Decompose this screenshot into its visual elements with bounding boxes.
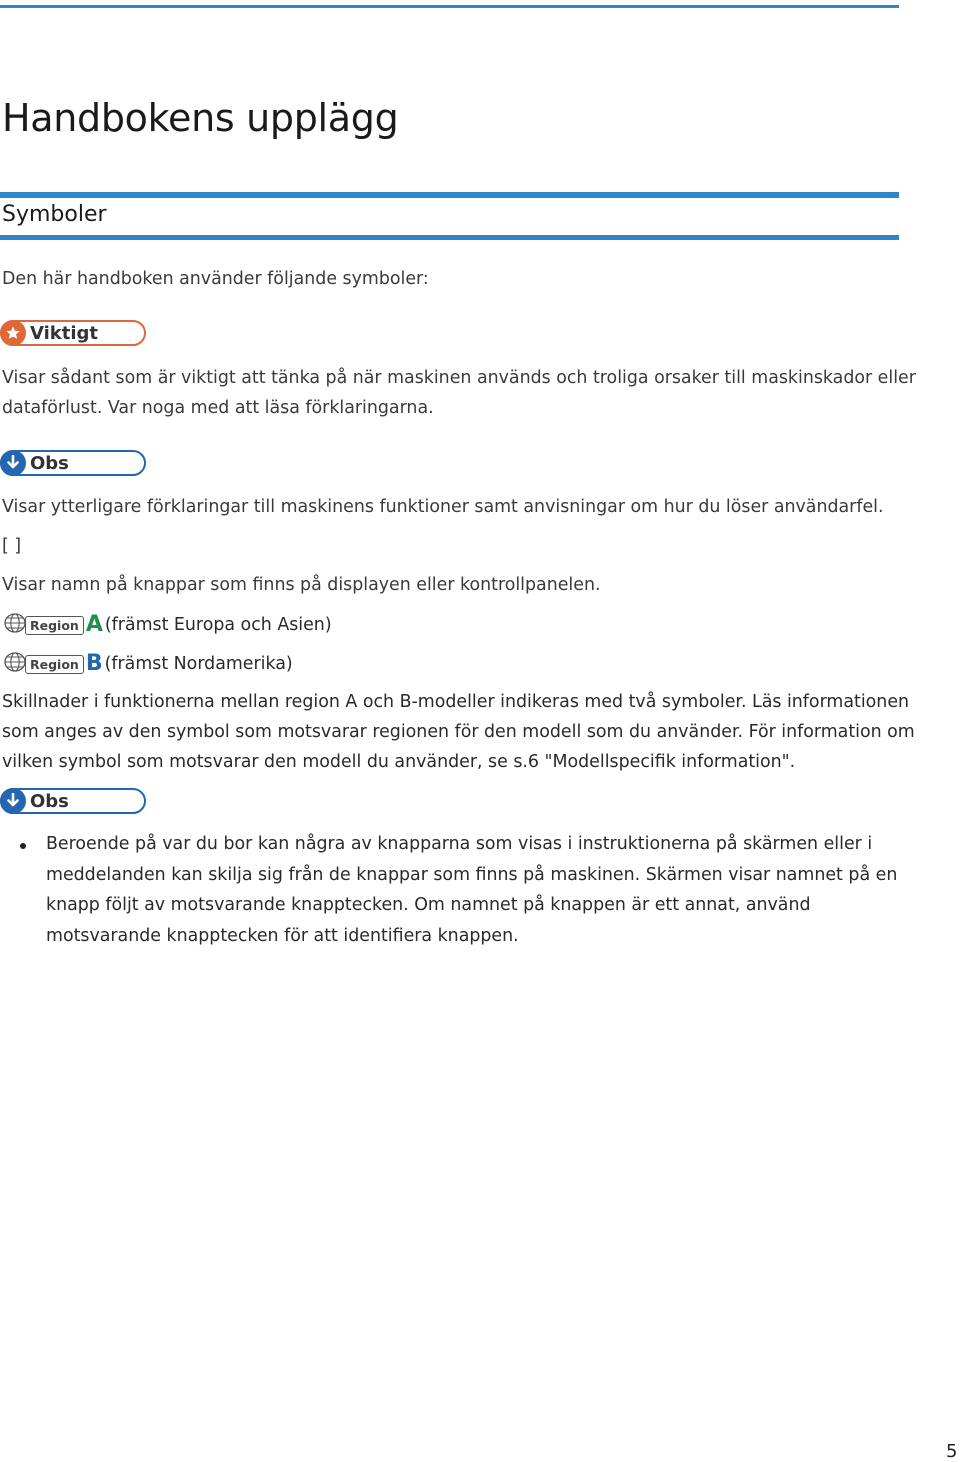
section-rule-top — [0, 192, 899, 198]
important-line: dataförlust. Var noga med att läsa förklaringarna. — [2, 398, 434, 418]
region-explanation-line: som anges av den symbol som motsvarar regionen för den modell som du använder. För information om — [2, 722, 915, 742]
top-rule — [0, 5, 899, 8]
globe-icon — [3, 612, 27, 638]
region-badge: Region — [25, 655, 84, 674]
intro-text: Den här handboken använder följande symboler: — [2, 269, 429, 289]
region-a-text: (främst Europa och Asien) — [104, 615, 332, 635]
important-label: Viktigt — [30, 322, 99, 344]
note-bullet-text — [46, 829, 897, 951]
bullet-icon — [20, 843, 26, 849]
note-label: Obs — [30, 790, 69, 812]
region-a-row — [3, 612, 332, 638]
region-b-text: (främst Nordamerika) — [104, 654, 293, 674]
globe-icon — [3, 651, 27, 677]
region-explanation-line: vilken symbol som motsvarar den modell du använder, se s.6 "Modellspecifik information". — [2, 752, 796, 772]
region-badge: Region — [25, 616, 84, 635]
important-badge — [0, 320, 146, 346]
note-badge — [0, 788, 146, 814]
brackets-symbol: [ ] — [2, 536, 22, 556]
note-text: Visar ytterligare förklaringar till maskinens funktioner samt anvisningar om hur du löser användarfel. — [2, 497, 884, 517]
bullet-line: motsvarande knapptecken för att identifiera knappen. — [46, 925, 519, 946]
region-explanation-line: Skillnader i funktionerna mellan region A och B-modeller indikeras med två symboler. Läs informationen — [2, 692, 910, 712]
note-badge — [0, 450, 146, 476]
region-letter: B — [85, 651, 103, 676]
arrow-down-icon — [0, 450, 26, 476]
arrow-down-icon — [0, 788, 26, 814]
star-icon — [0, 320, 26, 346]
important-line: Visar sådant som är viktigt att tänka på när maskinen används och troliga orsaker till maskinskador eller — [2, 368, 916, 388]
note-label: Obs — [30, 452, 69, 474]
region-letter: A — [85, 612, 103, 637]
section-heading: Symboler — [2, 202, 107, 227]
page-number: 5 — [946, 1441, 958, 1462]
brackets-text: Visar namn på knappar som finns på displayen eller kontrollpanelen. — [2, 575, 601, 595]
bullet-line: Beroende på var du bor kan några av knapparna som visas i instruktionerna på skärmen eller i — [46, 834, 873, 854]
region-b-row — [3, 651, 293, 677]
bullet-line: knapp följt av motsvarande knapptecken. Om namnet på knappen är ett annat, använd — [46, 895, 811, 915]
bullet-line: meddelanden kan skilja sig från de knappar som finns på maskinen. Skärmen visar namnet på en — [46, 864, 898, 885]
section-rule-bottom — [0, 235, 899, 240]
page-title: Handbokens upplägg — [2, 96, 399, 140]
